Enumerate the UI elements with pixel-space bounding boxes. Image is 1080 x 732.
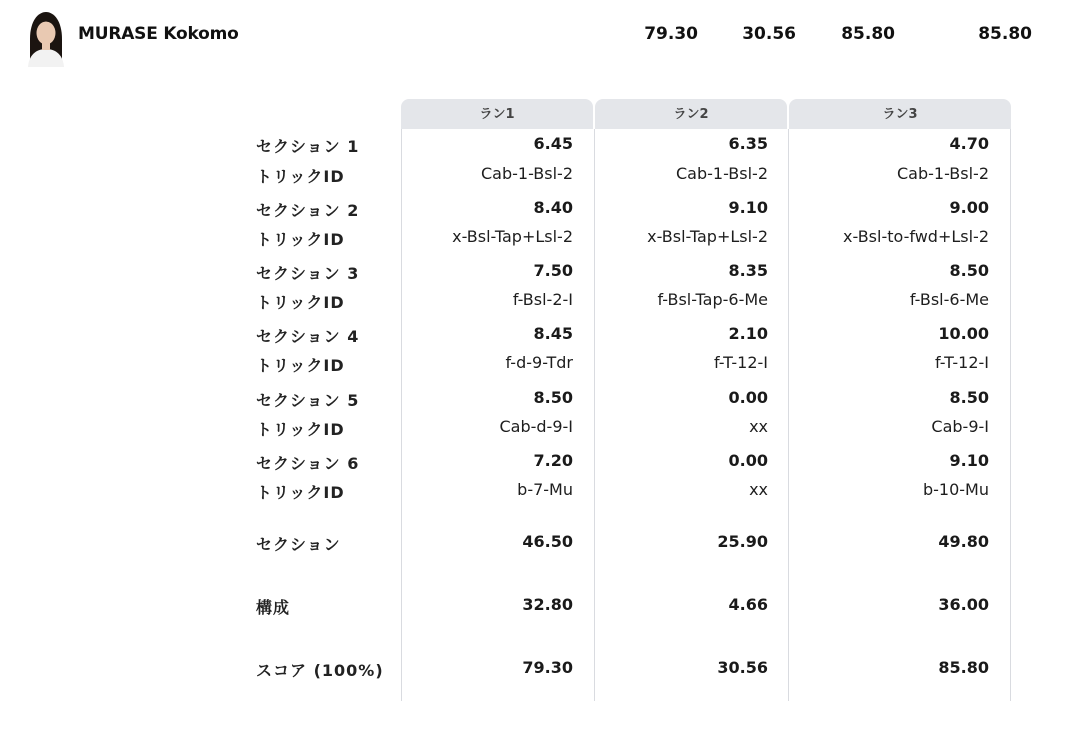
summary-score-run2: 30.56 bbox=[742, 24, 796, 44]
cell-run3: 4.70 bbox=[949, 134, 989, 153]
athlete-name: MURASE Kokomo bbox=[78, 24, 239, 44]
cell-run2: f-T-12-I bbox=[714, 353, 768, 372]
table-row-trick6 bbox=[0, 480, 1080, 506]
row-label: セクション 3 bbox=[256, 264, 360, 283]
row-label: セクション 1 bbox=[256, 137, 360, 156]
table-row-section6 bbox=[0, 451, 1080, 477]
cell-run1: f-d-9-Tdr bbox=[505, 353, 573, 372]
cell-run3: 49.80 bbox=[938, 532, 989, 551]
table-row-trick1 bbox=[0, 164, 1080, 190]
cell-run1: 8.45 bbox=[533, 324, 573, 343]
athlete-header bbox=[0, 0, 1080, 72]
cell-run2: xx bbox=[749, 417, 768, 436]
row-label: トリックID bbox=[256, 293, 345, 312]
cell-run2: 8.35 bbox=[728, 261, 768, 280]
table-row-composition bbox=[0, 595, 1080, 621]
cell-run2: 2.10 bbox=[728, 324, 768, 343]
row-label: セクション 6 bbox=[256, 454, 360, 473]
table-row-trick4 bbox=[0, 353, 1080, 379]
table-row-section4 bbox=[0, 324, 1080, 350]
summary-score-run1: 79.30 bbox=[644, 24, 698, 44]
avatar-portrait-icon bbox=[20, 9, 72, 67]
cell-run1: b-7-Mu bbox=[517, 480, 573, 499]
cell-run3: 9.10 bbox=[949, 451, 989, 470]
table-row-section2 bbox=[0, 198, 1080, 224]
table-row-trick5 bbox=[0, 417, 1080, 443]
cell-run3: 10.00 bbox=[938, 324, 989, 343]
cell-run1: x-Bsl-Tap+Lsl-2 bbox=[452, 227, 573, 246]
column-header-run1: ラン1 bbox=[401, 99, 593, 129]
cell-run2: xx bbox=[749, 480, 768, 499]
table-row-score bbox=[0, 658, 1080, 684]
cell-run3: 85.80 bbox=[938, 658, 989, 677]
cell-run2: 0.00 bbox=[728, 388, 768, 407]
table-row-section3 bbox=[0, 261, 1080, 287]
cell-run3: x-Bsl-to-fwd+Lsl-2 bbox=[843, 227, 989, 246]
row-label: スコア (100%) bbox=[256, 661, 384, 680]
table-row-trick3 bbox=[0, 290, 1080, 316]
cell-run2: 4.66 bbox=[728, 595, 768, 614]
cell-run2: 6.35 bbox=[728, 134, 768, 153]
cell-run1: 8.50 bbox=[533, 388, 573, 407]
cell-run2: 9.10 bbox=[728, 198, 768, 217]
cell-run2: f-Bsl-Tap-6-Me bbox=[657, 290, 768, 309]
cell-run1: 8.40 bbox=[533, 198, 573, 217]
cell-run2: 30.56 bbox=[717, 658, 768, 677]
table-row-trick2 bbox=[0, 227, 1080, 253]
cell-run3: 36.00 bbox=[938, 595, 989, 614]
athlete-avatar bbox=[20, 9, 72, 67]
cell-run2: 0.00 bbox=[728, 451, 768, 470]
table-row-section5 bbox=[0, 388, 1080, 414]
cell-run1: f-Bsl-2-I bbox=[512, 290, 573, 309]
cell-run3: b-10-Mu bbox=[922, 480, 989, 499]
summary-score-run3: 85.80 bbox=[841, 24, 895, 44]
table-row-section-total bbox=[0, 532, 1080, 558]
cell-run1: 32.80 bbox=[522, 595, 573, 614]
cell-run3: Cab-9-I bbox=[931, 417, 989, 436]
column-header-run2: ラン2 bbox=[595, 99, 787, 129]
column-header-run3: ラン3 bbox=[789, 99, 1011, 129]
cell-run3: 9.00 bbox=[949, 198, 989, 217]
summary-best-score: 85.80 bbox=[978, 24, 1032, 44]
row-label: トリックID bbox=[256, 356, 345, 375]
cell-run2: 25.90 bbox=[717, 532, 768, 551]
cell-run2: x-Bsl-Tap+Lsl-2 bbox=[647, 227, 768, 246]
cell-run1: Cab-d-9-I bbox=[499, 417, 573, 436]
cell-run1: Cab-1-Bsl-2 bbox=[481, 164, 573, 183]
cell-run1: 6.45 bbox=[533, 134, 573, 153]
row-label: トリックID bbox=[256, 483, 345, 502]
row-label: セクション 2 bbox=[256, 201, 360, 220]
row-label: トリックID bbox=[256, 167, 345, 186]
row-label: トリックID bbox=[256, 230, 345, 249]
cell-run1: 7.20 bbox=[533, 451, 573, 470]
table-row-section1 bbox=[0, 134, 1080, 160]
cell-run3: f-Bsl-6-Me bbox=[909, 290, 989, 309]
row-label: セクション 5 bbox=[256, 391, 360, 410]
row-label: トリックID bbox=[256, 420, 345, 439]
cell-run3: 8.50 bbox=[949, 261, 989, 280]
row-label: 構成 bbox=[256, 598, 291, 617]
cell-run1: 46.50 bbox=[522, 532, 573, 551]
cell-run1: 79.30 bbox=[522, 658, 573, 677]
row-label: セクション 4 bbox=[256, 327, 360, 346]
cell-run3: Cab-1-Bsl-2 bbox=[897, 164, 989, 183]
cell-run1: 7.50 bbox=[533, 261, 573, 280]
cell-run3: 8.50 bbox=[949, 388, 989, 407]
cell-run3: f-T-12-I bbox=[935, 353, 989, 372]
row-label: セクション bbox=[256, 535, 341, 554]
cell-run2: Cab-1-Bsl-2 bbox=[676, 164, 768, 183]
